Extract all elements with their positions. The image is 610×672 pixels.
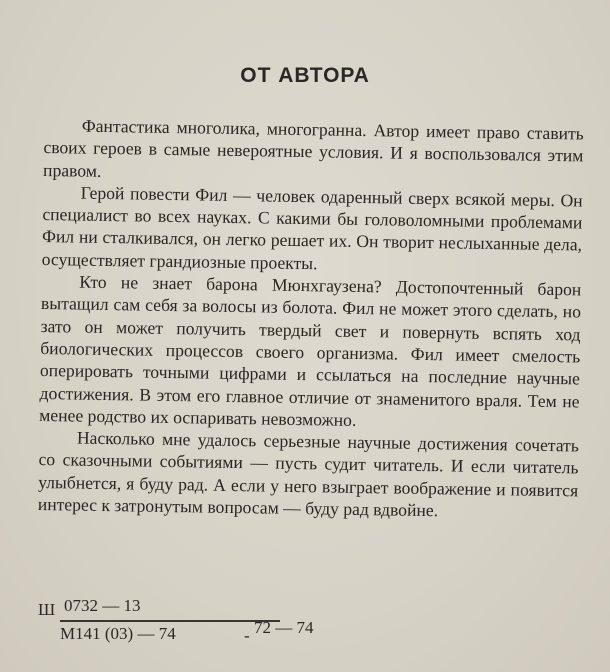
paragraph-1: Фантастика многолика, многогранна. Автор имеет право ставить своих героев в самые невероятные условия. И я воспользовался этим правом. [42,115,584,181]
imprint-denominator: М141 (03) — 74 [60,624,176,643]
page-title: ОТ АВТОРА [240,64,370,87]
paragraph-2: Герой повести Фил — человек одаренный сверх всякой меры. Он специалист во всех науках. С какими бы головоломными проблемами Фил ни сталкивался, он легко решает их. Он творит неслыханные дела, осуществляет грандиозные проекты. [41,182,583,274]
fraction-line [60,620,280,622]
paragraph-4: Насколько мне удалось серьезные научные достижения сочетать со сказочными событиями — пусть судит читатель. И если читатель улыбнется, я буду рад. А если у него взыграет воображение и появится интерес к затронутым вопросам — буду рад вдвойне. [37,427,580,521]
imprint-dash: - [244,626,250,645]
paragraph-3: Кто не знает барона Мюнхгаузена? Достопочтенный барон вытащил сам себя за волосы из болота. Фил не может этого сделать, но зато он может получить твердый свет и повернуть вспять ход биологических процессов своего организма. Фил имеет смелость оперировать точными цифрами и ссылаться на последние научные достижения. В этом его главное отличие от знаменитого враля. Тем не менее родство их оспаривать невозможно. [39,271,582,430]
imprint-numerator: 0732 — 13 [64,596,141,615]
publication-imprint [38,596,358,656]
imprint-code: Ш [38,600,56,619]
imprint-range: 72 — 74 [254,618,314,637]
body-text [38,114,584,524]
